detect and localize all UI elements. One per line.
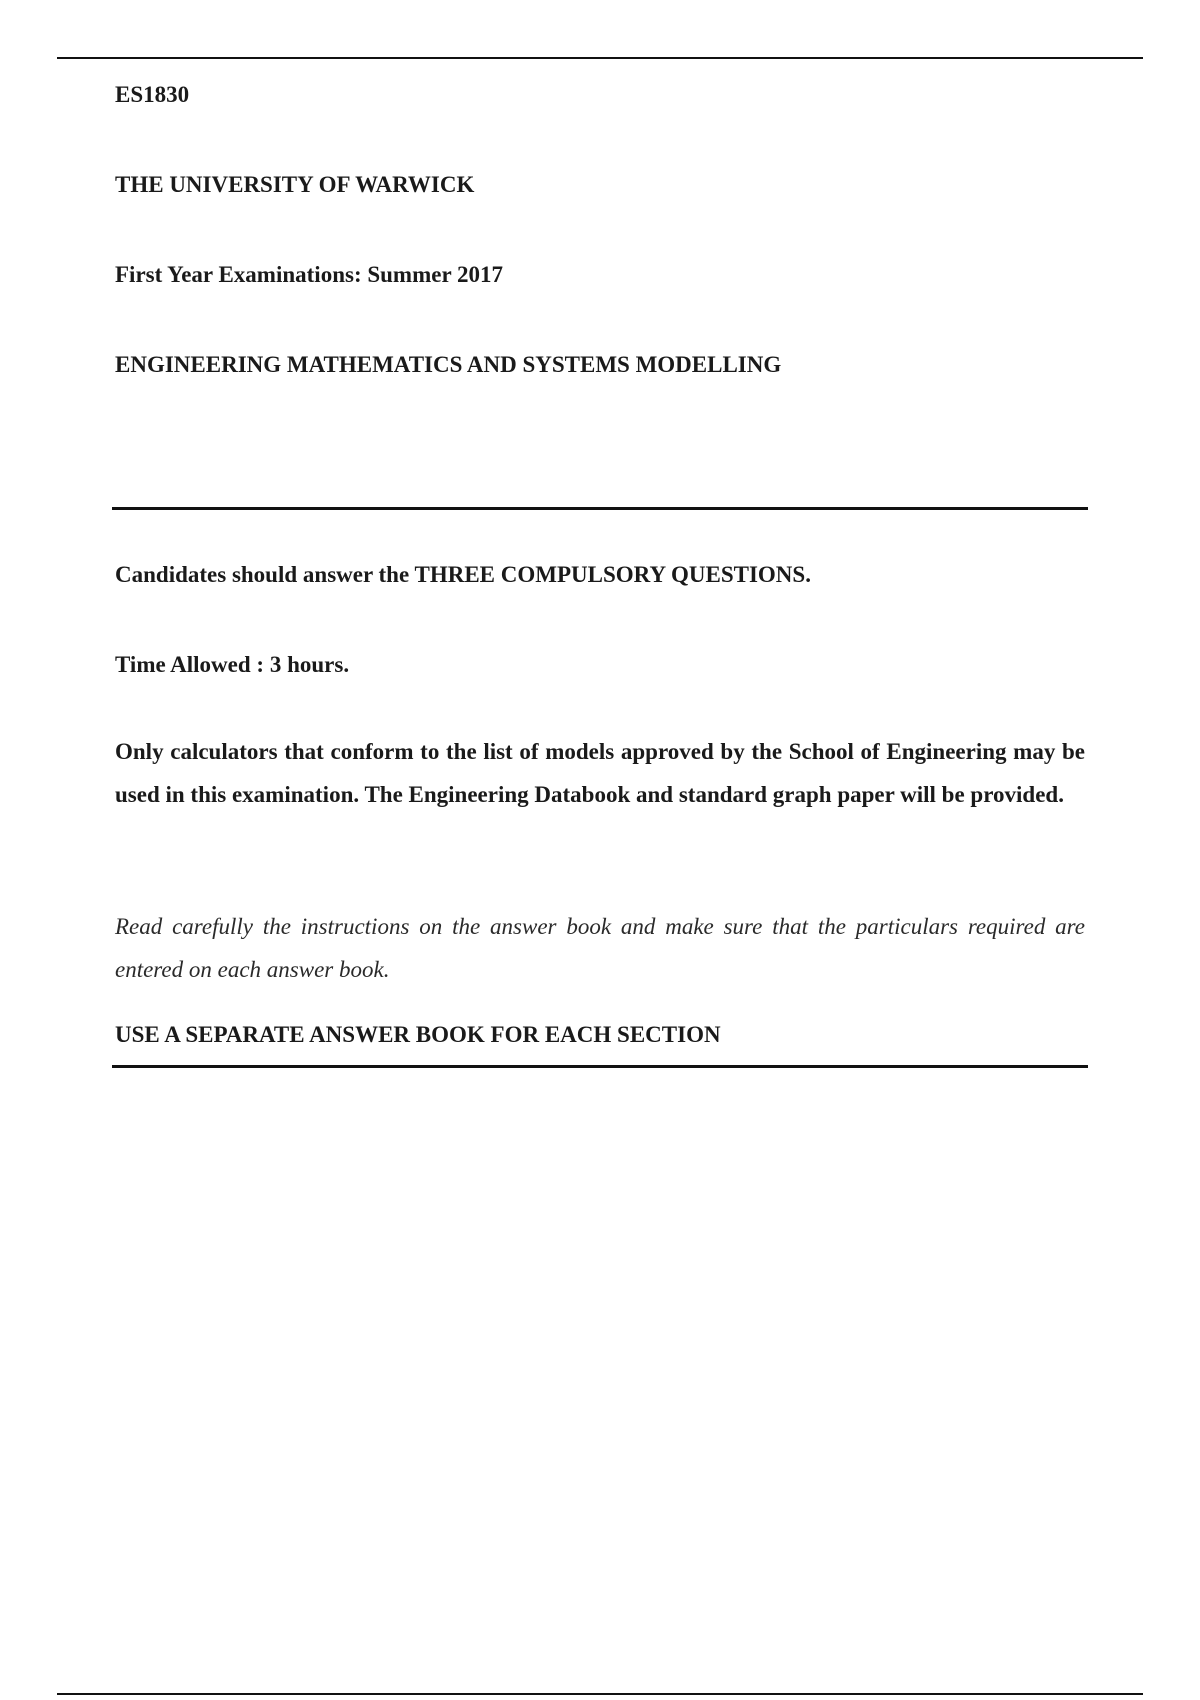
module-code: ES1830 [115,82,190,107]
calculator-policy: Only calculators that conform to the list of models approved by the School of Engineering may be used in this examination. The Engineering Databook and standard graph paper will be provided. [115,739,1085,807]
answer-book-notice: Read carefully the instructions on the answer book and make sure that the particulars required are entered on each answer book. [115,914,1085,982]
university-name: THE UNIVERSITY OF WARWICK [115,172,475,197]
instructions-bottom-rule [112,1065,1088,1068]
separate-book-instruction: USE A SEPARATE ANSWER BOOK FOR EACH SECTION [115,1022,721,1047]
bottom-page-rule [57,1693,1143,1695]
time-allowed: Time Allowed : 3 hours. [115,652,350,677]
candidates-instruction: Candidates should answer the THREE COMPULSORY QUESTIONS. [115,562,811,587]
top-page-rule [57,57,1143,59]
course-title: ENGINEERING MATHEMATICS AND SYSTEMS MODELLING [115,352,782,377]
instructions-top-rule [112,507,1088,510]
exam-session: First Year Examinations: Summer 2017 [115,262,504,287]
